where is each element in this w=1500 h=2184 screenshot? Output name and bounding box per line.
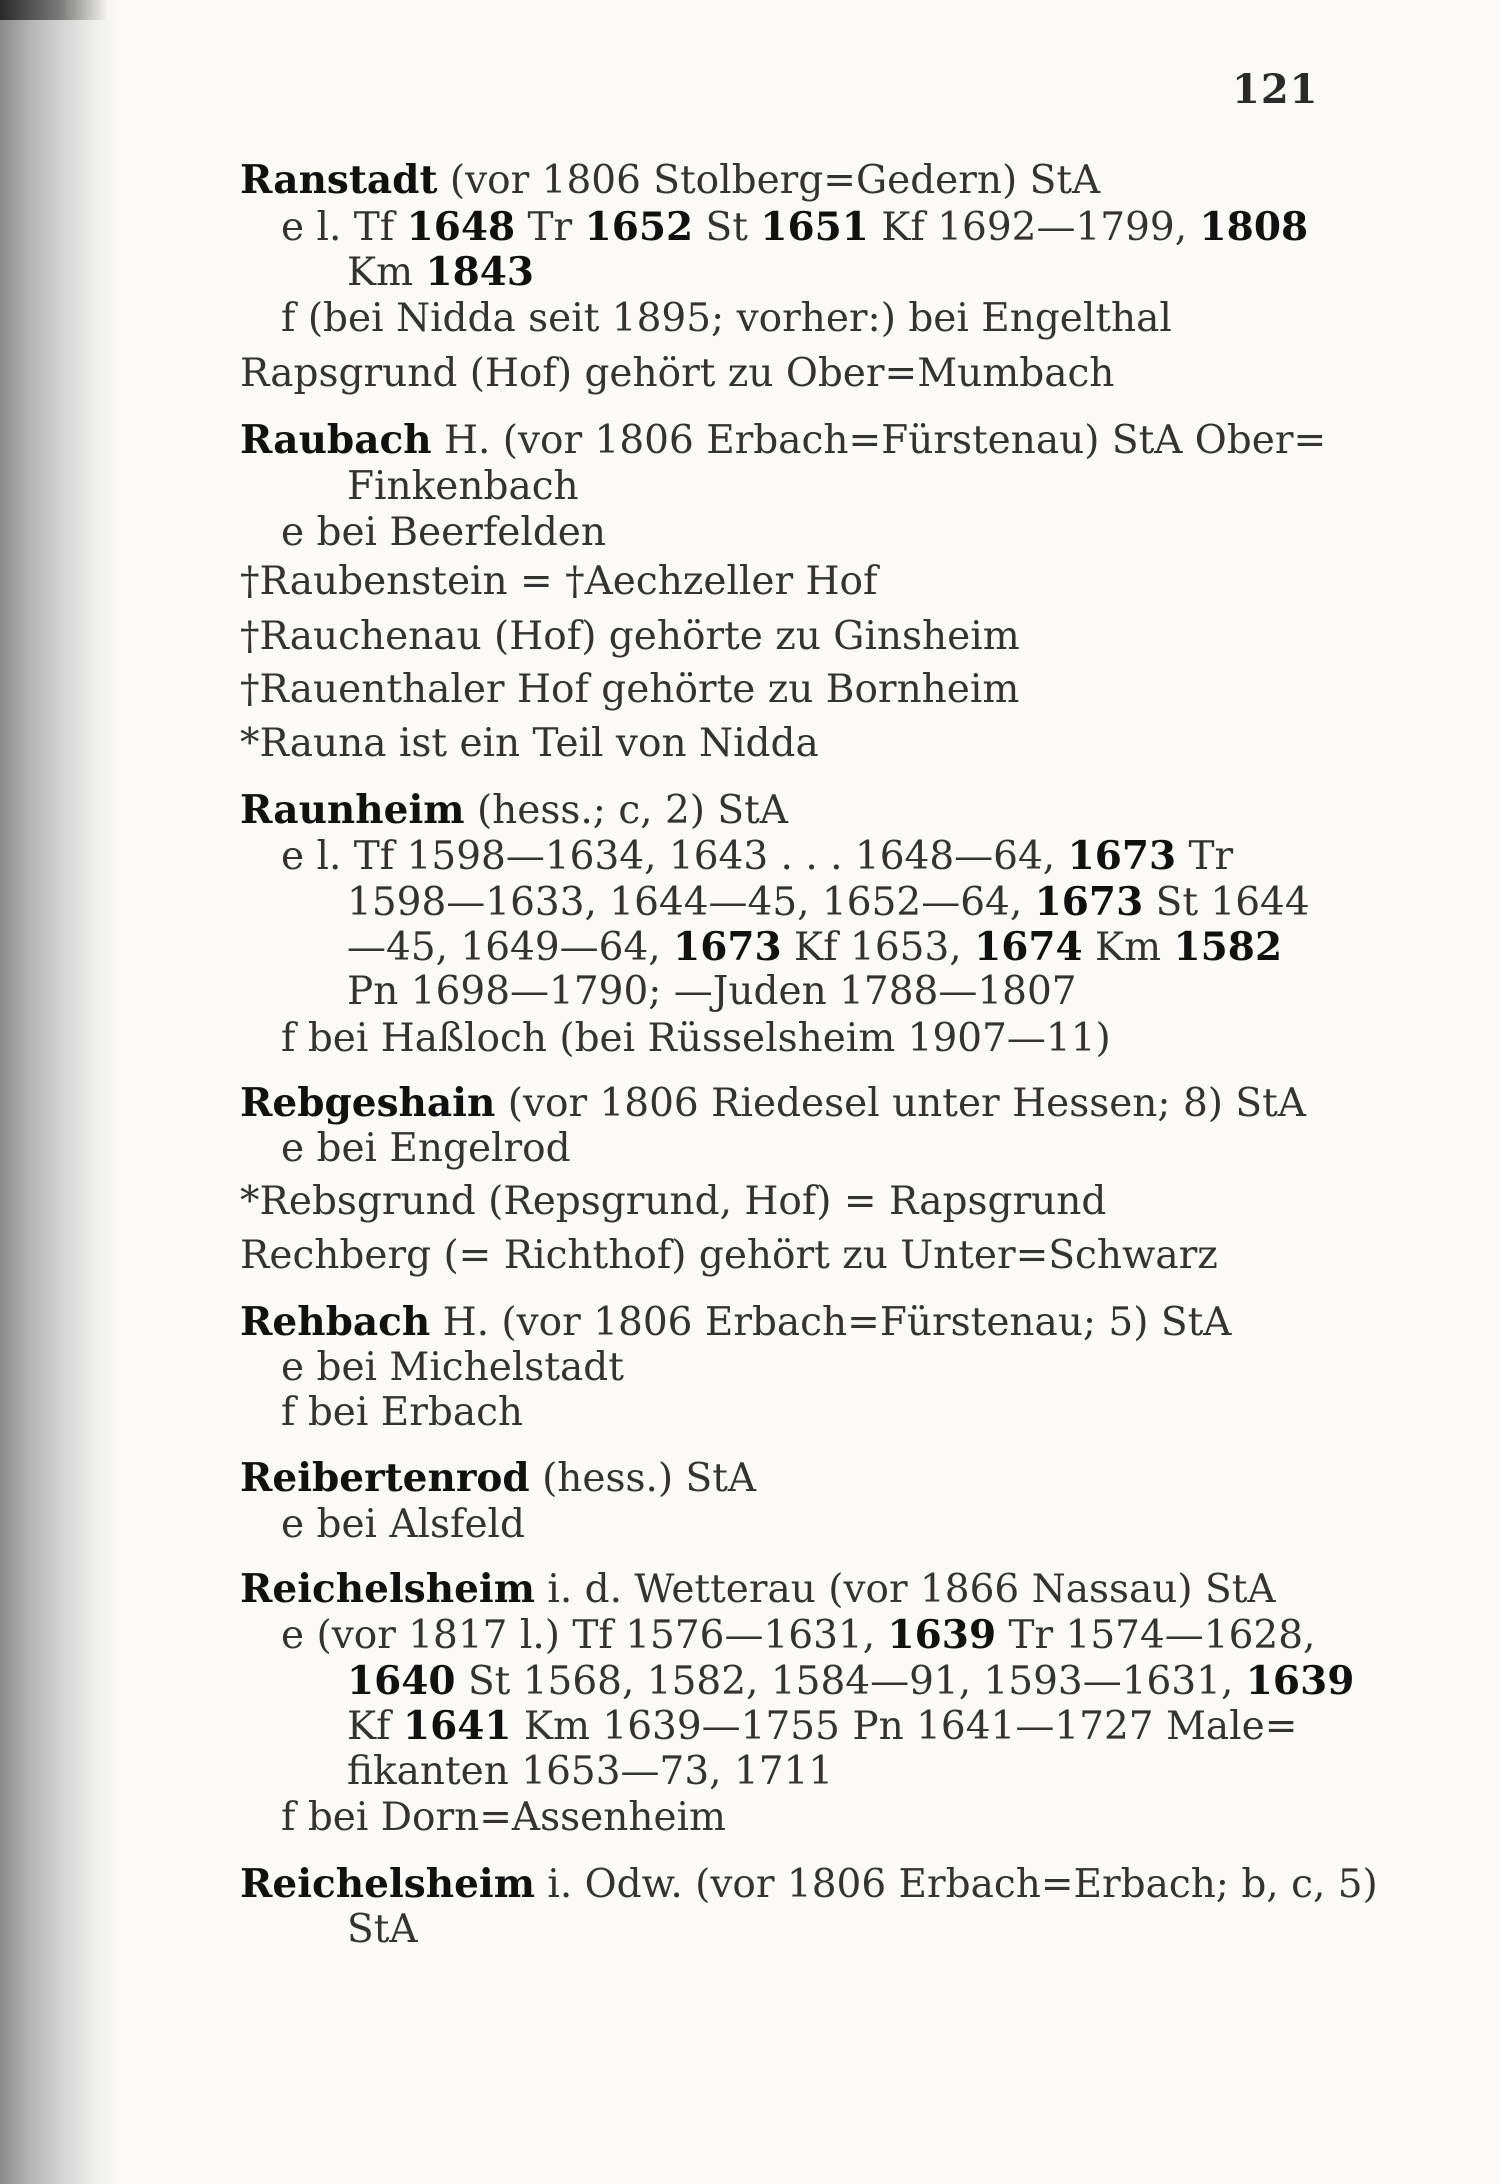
- bold-text: 1673: [1067, 833, 1177, 879]
- entry-record-line: [347, 465, 579, 509]
- bold-text: 1641: [402, 1703, 512, 1749]
- entry-heading-line: [240, 1234, 1218, 1278]
- line-text: (hess.) StA: [529, 1456, 757, 1501]
- line-text: f bei Haßloch (bei Rüsselsheim 1907—11): [281, 1016, 1111, 1061]
- entry-record-line: [281, 297, 1172, 341]
- entry-heading-line: [240, 1300, 1231, 1345]
- entry-record-line: [281, 1017, 1111, 1061]
- entry-heading-line: [240, 668, 1019, 712]
- page-number: 121: [1232, 66, 1319, 113]
- entry-record-line: [281, 1391, 523, 1435]
- line-text: Tr: [515, 205, 585, 250]
- entry-heading-line: [240, 158, 1100, 203]
- line-text: Finkenbach: [347, 464, 579, 509]
- entry-record-line: [347, 250, 534, 295]
- entry-record-line: [281, 1503, 525, 1547]
- entry-heading-line: [240, 1567, 1276, 1612]
- entry-record-line: [281, 834, 1233, 879]
- entry-record-line: [347, 1659, 1354, 1704]
- entry-heading-line: [240, 560, 877, 604]
- entry-heading-line: [240, 1456, 756, 1501]
- line-text: *Rebsgrund (Repsgrund, Hof) = Rapsgrund: [240, 1179, 1107, 1224]
- line-text: (hess.; c, 2) StA: [464, 788, 788, 833]
- scan-edge: [0, 0, 110, 20]
- entry-heading-line: [240, 1862, 1378, 1907]
- bold-text: 1582: [1173, 924, 1283, 970]
- line-text: H. (vor 1806 Erbach=Fürstenau) StA Ober=: [431, 418, 1327, 463]
- line-text: †Raubenstein = †Aechzeller Hof: [240, 559, 878, 604]
- entry-heading-line: [240, 615, 1020, 659]
- entry-heading-line: [240, 352, 1114, 396]
- entry-heading-line: [240, 418, 1326, 463]
- line-text: i. Odw. (vor 1806 Erbach=Erbach; b, c, 5): [534, 1862, 1378, 1907]
- entry-heading-line: [240, 788, 788, 833]
- bold-text: Reichelsheim: [240, 1861, 535, 1907]
- entry-record-line: [281, 1796, 726, 1840]
- line-text: Km: [1082, 925, 1174, 970]
- bold-text: 1648: [406, 204, 516, 250]
- bold-text: Rebgeshain: [240, 1080, 496, 1126]
- entry-record-line: [281, 511, 606, 555]
- line-text: f bei Dorn=Assenheim: [281, 1795, 726, 1840]
- line-text: St 1568, 1582, 1584—91, 1593—1631,: [455, 1659, 1246, 1704]
- bold-text: Reibertenrod: [240, 1455, 530, 1501]
- line-text: fikanten 1653—73, 1711: [347, 1749, 834, 1794]
- entry-record-line: [347, 970, 1077, 1014]
- line-text: (vor 1806 Riedesel unter Hessen; 8) StA: [495, 1081, 1306, 1126]
- entry-heading-line: [240, 1180, 1106, 1224]
- bold-text: Reichelsheim: [240, 1566, 535, 1612]
- line-text: Tr 1574—1628,: [996, 1613, 1316, 1658]
- bold-text: 1673: [1034, 879, 1144, 925]
- book-gutter-shadow: [0, 0, 120, 2184]
- line-text: Km: [347, 250, 426, 295]
- bold-text: 1651: [760, 204, 869, 250]
- line-text: e bei Alsfeld: [281, 1502, 525, 1547]
- entry-record-line: [347, 1750, 833, 1794]
- bold-text: 1639: [887, 1612, 997, 1658]
- line-text: Km 1639—1755 Pn 1641—1727 Male=: [511, 1704, 1298, 1749]
- line-text: Rechberg (= Richthof) gehört zu Unter=Schwarz: [240, 1233, 1218, 1278]
- entry-record-line: [347, 1908, 418, 1952]
- line-text: e l. Tf 1598—1634, 1643 . . . 1648—64,: [281, 834, 1068, 879]
- bold-text: Rehbach: [240, 1299, 431, 1345]
- line-text: e bei Beerfelden: [281, 510, 607, 555]
- line-text: f (bei Nidda seit 1895; vorher:) bei Engelthal: [281, 296, 1172, 341]
- line-text: Tr: [1176, 834, 1234, 879]
- line-text: e l. Tf: [281, 205, 407, 250]
- line-text: Rapsgrund (Hof) gehört zu Ober=Mumbach: [240, 351, 1115, 396]
- bold-text: 1843: [425, 249, 535, 295]
- entry-record-line: [281, 1613, 1315, 1658]
- bold-text: Raunheim: [240, 787, 465, 833]
- line-text: St: [693, 205, 761, 250]
- line-text: Pn 1698—1790; —Juden 1788—1807: [347, 969, 1077, 1014]
- line-text: e (vor 1817 l.) Tf 1576—1631,: [281, 1613, 888, 1658]
- line-text: f bei Erbach: [281, 1390, 524, 1435]
- entry-record-line: [281, 205, 1308, 250]
- line-text: Kf 1692—1799,: [868, 205, 1200, 250]
- bold-text: Raubach: [240, 417, 432, 463]
- bold-text: 1639: [1245, 1658, 1355, 1704]
- line-text: Kf 1653,: [781, 925, 975, 970]
- line-text: Kf: [347, 1704, 403, 1749]
- line-text: StA: [347, 1907, 418, 1952]
- line-text: †Rauenthaler Hof gehörte zu Bornheim: [240, 667, 1020, 712]
- entry-heading-line: [240, 722, 819, 766]
- line-text: H. (vor 1806 Erbach=Fürstenau; 5) StA: [430, 1300, 1232, 1345]
- bold-text: 1652: [584, 204, 694, 250]
- entry-record-line: [347, 1704, 1297, 1749]
- line-text: St 1644: [1143, 880, 1310, 925]
- bold-text: 1640: [347, 1658, 456, 1704]
- line-text: e bei Engelrod: [281, 1126, 571, 1171]
- entry-heading-line: [240, 1081, 1306, 1126]
- line-text: e bei Michelstadt: [281, 1345, 624, 1390]
- entry-record-line: [281, 1127, 571, 1171]
- line-text: i. d. Wetterau (vor 1866 Nassau) StA: [534, 1567, 1276, 1612]
- bold-text: 1674: [974, 924, 1083, 970]
- line-text: 1598—1633, 1644—45, 1652—64,: [347, 880, 1035, 925]
- line-text: (vor 1806 Stolberg=Gedern) StA: [437, 158, 1101, 203]
- line-text: †Rauchenau (Hof) gehörte zu Ginsheim: [240, 614, 1020, 659]
- bold-text: 1673: [673, 924, 782, 970]
- line-text: —45, 1649—64,: [347, 925, 674, 970]
- entry-record-line: [347, 880, 1310, 925]
- line-text: *Rauna ist ein Teil von Nidda: [240, 721, 819, 766]
- bold-text: 1808: [1199, 204, 1309, 250]
- entry-record-line: [281, 1346, 624, 1390]
- bold-text: Ranstadt: [240, 157, 438, 203]
- entry-record-line: [347, 925, 1282, 970]
